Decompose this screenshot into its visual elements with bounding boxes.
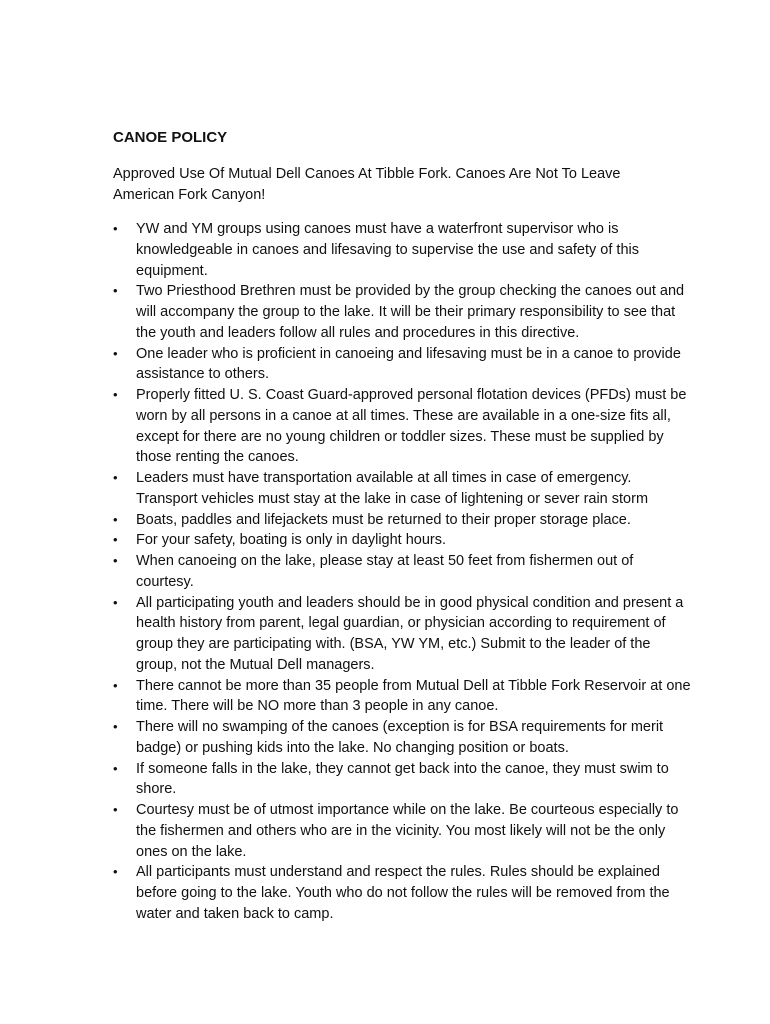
rule-text: Boats, paddles and lifejackets must be returned to their proper storage place. (136, 511, 631, 528)
intro-paragraph: Approved Use Of Mutual Dell Canoes At Tibble Fork. Canoes Are Not To Leave American Fork Canyon! (113, 166, 621, 203)
rule-text: YW and YM groups using canoes must have a waterfront supervisor who is knowledgeable in canoes and lifesaving to supervise the use and safety of this equipment. (136, 221, 639, 279)
bullet-icon: • (113, 345, 118, 361)
bullet-icon: • (113, 864, 118, 880)
rule-text: Leaders must have transportation available at all times in case of emergency. Transport vehicles must stay at the lake in case of lightening or sever rain storm (136, 470, 649, 507)
rule-text: If someone falls in the lake, they cannot get back into the canoe, they must swim to shore. (136, 760, 669, 798)
rule-text: Properly fitted U. S. Coast Guard-approved personal flotation devices (PFDs) must be worn by all persons in a canoe at all times. These are available in a one-size fits all, except for there are no young children or toddler sizes. These must be supplied by those renting the canoes. (136, 387, 687, 466)
rule-text: Two Priesthood Brethren must be provided by the group checking the canoes out and will accompany the group to the lake. It will be their primary responsibility to see that the youth and leaders follow all rules and procedures in this directive. (136, 283, 685, 341)
list-item (113, 551, 693, 593)
bullet-icon: • (113, 802, 118, 817)
list-item (113, 530, 693, 551)
rule-text: There cannot be more than 35 people from Mutual Dell at Tibble Fork Reservoir at one time. There will be NO more than 3 people in any canoe. (136, 677, 691, 715)
list-item (113, 219, 693, 281)
bullet-icon: • (113, 553, 118, 568)
list-item (113, 468, 693, 510)
rule-text: One leader who is proficient in canoeing and lifesaving must be in a canoe to provide assistance to others. (136, 345, 681, 383)
rule-text: All participating youth and leaders should be in good physical condition and present a health history from parent, legal guardian, or physician according to requirement of group they are participating with. (BSA, YW YM, etc.) Submit to the leader of the group, not the Mutual Dell managers. (136, 594, 684, 673)
list-item (113, 800, 693, 862)
list-item (113, 344, 693, 386)
rules-list (113, 219, 693, 925)
list-item (113, 862, 693, 924)
bullet-icon: • (113, 760, 118, 776)
rule-text: For your safety, boating is only in daylight hours. (136, 532, 447, 549)
list-item (113, 676, 693, 718)
page-title: CANOE POLICY (113, 129, 228, 146)
bullet-icon: • (113, 221, 118, 236)
rule-text: Courtesy must be of utmost importance while on the lake. Be courteous especially to the fishermen and others who are in the vicinity. You most likely will not be the only ones on the lake. (136, 802, 679, 860)
list-item (113, 593, 693, 676)
bullet-icon: • (113, 470, 118, 485)
list-item (113, 281, 693, 343)
bullet-icon: • (113, 387, 118, 402)
list-item (113, 510, 693, 531)
bullet-icon: • (113, 532, 118, 548)
list-item (113, 717, 693, 759)
rule-text: When canoeing on the lake, please stay at least 50 feet from fishermen out of courtesy. (136, 553, 634, 590)
bullet-icon: • (113, 511, 118, 527)
bullet-icon: • (113, 719, 118, 734)
bullet-icon: • (113, 594, 118, 610)
bullet-icon: • (113, 283, 118, 299)
rule-text: There will no swamping of the canoes (exception is for BSA requirements for merit badge) or pushing kids into the lake. No changing position or boats. (136, 719, 664, 756)
rule-text: All participants must understand and respect the rules. Rules should be explained before going to the lake. Youth who do not follow the rules will be removed from the water and taken back to camp. (136, 864, 670, 922)
list-item (113, 759, 693, 801)
list-item (113, 385, 693, 468)
bullet-icon: • (113, 677, 118, 693)
